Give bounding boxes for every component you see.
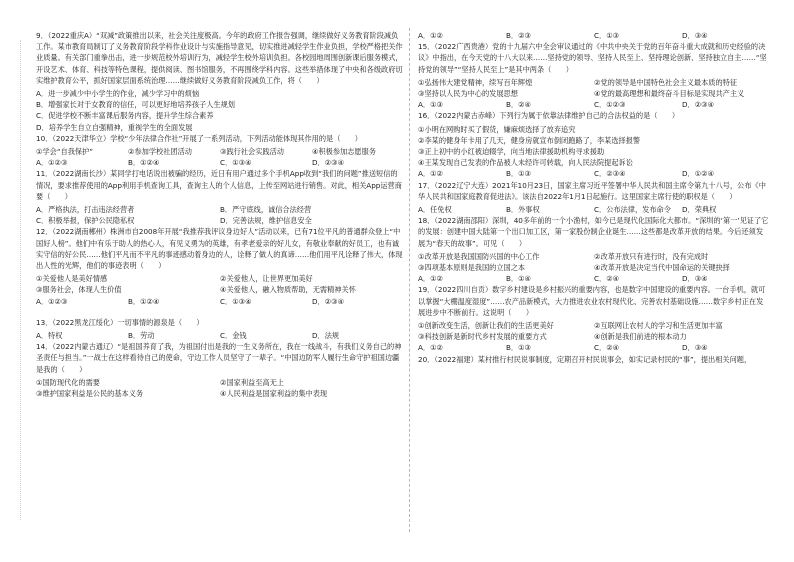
left-column: [36, 30, 404, 399]
q19-option-c: C．②④: [594, 343, 620, 353]
q13-option-d: D．法规: [312, 331, 340, 341]
q12-item-2: ②关爱他人，让世界更加美好: [220, 274, 313, 284]
q13-options: [36, 330, 404, 341]
q19-option-b: B．①③: [506, 343, 532, 353]
q17-option-c: C．公布法律，发布命令: [594, 205, 671, 215]
q14-item-3: ③维护国家利益是公民的基本义务: [36, 389, 144, 399]
question-9: 9．（2022重庆A）“双减”政策推出以来，社会关注度极高。今年的政府工作报告强调，继续做好义务教育阶段减负工作。某市教育局制订了义务教育阶段学科作业设计与实施指导意见，切实推进减轻学生作业负担，学校严格把关作业质量。有关部门重拳出击，进一步规范校外培训行为，减轻学生校外培训负担。各校园地周围创新课后服务模式，开设艺术、体育、科技等特色课程，提供阅读、图书馆服务，不再围绕学科内容。这些举措体现了中央和各级政府切实维护教育公平，抓好国家层面系统治理……继续做好义务教育阶段减负工作，将（ ）: [36, 31, 403, 85]
column-divider: [409, 28, 410, 532]
q11-option-d: D．完善法规，维护信息安全: [220, 216, 312, 226]
q11-options-row1: [36, 204, 404, 215]
q14-item-2: ②国家利益至高无上: [220, 377, 284, 387]
q12-option-b: B．①②④: [128, 296, 160, 306]
q11-option-b: B．严守底线，诚信合法经营: [220, 205, 312, 215]
question-18: 18．（2022湖南邵阳）深圳，40多年前的一个小渔村，如今已是现代化国际化大都市。“深圳的‘第一’见证了它的发展：创建中国大陆第一个出口加工区，第一家股份制企业诞生……这些都是改革开放的结果。今后还须发展为“春天的故事”。可见（ ）: [418, 216, 769, 248]
q14-option-d: D．③④: [682, 31, 708, 40]
q12-option-c: C．①③④: [220, 296, 252, 306]
q12-items-row2: [36, 284, 404, 295]
q17-options: [418, 204, 770, 215]
q9-option-c: C．促进学校不断丰富课后服务内容，提升学生综合素养: [36, 111, 214, 121]
q11-options-row2: [36, 215, 404, 226]
q14-option-c: C．①③: [594, 31, 620, 40]
q18-item-1: ①改革开放是我国国防兴国的中心工作: [418, 251, 540, 261]
q16-option-b: B．①③: [506, 169, 532, 179]
q10-option-c: C．①③④: [220, 158, 252, 168]
q19-option-a: A．①②: [418, 343, 443, 353]
q15-item-2: ②党的领导是中国特色社会主义最本质的特征: [594, 77, 738, 87]
q13-option-a: A．特权: [36, 331, 63, 341]
q15-options: [418, 99, 770, 110]
question-15: 15．（2022广西贵港）党的十九届六中全会审议通过的《中共中央关于党的百年奋斗重大成就和历史经验的决议》中指出，在今天党的十八大以来……坚持党的领导、坚持人民至上、坚持理论创新、坚持独立自主……“坚持党的领导”“坚持人民至上”是其中两条（ ）: [418, 42, 767, 74]
q10-option-d: D．②③④: [312, 158, 345, 168]
q19-options: [418, 342, 770, 353]
q13-option-b: B．劳动: [128, 331, 155, 341]
question-13: 13．（2022黑龙江绥化）一切事情的源泉是（ ）: [36, 317, 204, 327]
q11-option-c: C．积极举报，保护公民隐私权: [36, 216, 135, 226]
q14-option-a: A．①②: [418, 31, 443, 40]
q15-option-b: B．②④: [506, 100, 532, 110]
q15-option-c: C．①②③: [594, 100, 626, 110]
q15-items-row1: [418, 77, 770, 88]
right-column: [418, 30, 770, 367]
q15-item-3: ③坚持以人民为中心的发展思想: [418, 89, 518, 99]
q18-item-2: ②改革开放只有进行时，没有完成时: [594, 251, 709, 261]
q18-option-a: A．①②: [418, 274, 443, 284]
q19-items-row1: [418, 320, 770, 331]
q12-item-1: ①关爱他人是美好情感: [36, 274, 108, 284]
question-14: 14．（2022内蒙古通辽）“是祖国养育了我，为祖国付出是我的一生义务所在，我在一线战斗，有我们义务自己的神圣责任与担当。”一战士在这样看待自己的使命，守边工作人员坚守了一辈子。“中国边防军人履行生命守护祖国边疆是我的（ ）: [36, 342, 402, 374]
q17-option-b: B．外事权: [506, 205, 540, 215]
q15-option-d: D．②③④: [682, 100, 715, 110]
question-19: 19．（2022四川自贡）数字乡村建设是乡村振兴的重要内容，也是数字中国建设的重要内容。一台手机，就可以掌握“大棚温度湿度”……农产品新模式，大力推进农业农村现代化、完善农村基础设施……数字乡村正在发展进步中不断前行。这说明（ ）: [418, 285, 766, 317]
q14-item-4: ④人民利益是国家利益的集中表现: [220, 389, 328, 399]
q18-item-4: ④改革开放是决定当代中国命运的关键抉择: [594, 263, 730, 273]
q18-item-3: ③四项基本原则是我国的立国之本: [418, 263, 526, 273]
q19-option-d: D．③④: [682, 343, 708, 353]
q16-item-2: ②李某的健身年卡用了几天，健身房就宣布倒闭跑路了，李某选择报警: [418, 135, 641, 145]
q13-option-c: C．金钱: [220, 331, 247, 341]
q15-item-1: ①弘扬伟大建党精神，续写百年辉煌: [418, 77, 533, 87]
q12-options: [36, 296, 404, 307]
question-16: 16．（2022内蒙古赤峰）下列行为属于依靠法律维护自己的合法权益的是（ ）: [418, 111, 680, 121]
q10-items: [36, 146, 404, 157]
question-20: 20．（2022福建）某村推行村民说事制度，定期召开村民说事会，如实记录村民的“事”，提出相关问题，: [418, 354, 752, 364]
q18-items-row2: [418, 262, 770, 273]
q15-items-row2: [418, 88, 770, 99]
q15-item-4: ④党的最高理想和最终奋斗目标是实现共产主义: [594, 89, 745, 99]
q14-items-row2: [36, 388, 404, 399]
q18-option-b: B．①④: [506, 274, 532, 284]
q10-item-2: ②参加学校社团活动: [128, 147, 192, 157]
question-17: 17．（2022辽宁大连）2021年10月23日，国家主席习近平签署中华人民共和国主席令第九十八号，公布《中华人民共和国家庭教育促进法》。该法自2022年1月1日起施行。这里国家主席行使的职权是（ ）: [418, 180, 766, 201]
q12-item-3: ③服务社会，体现人生价值: [36, 285, 122, 295]
q17-option-d: D．荣典权: [682, 205, 717, 215]
question-11: 11．（2022湖南长沙）某同学打电话说出被骗的经历，近日有用户通过多个手机App收到“我们的问题”推送短信的情况，要求推荐使用的App利用手机查询工具，查询主人的个人信息，上传至网站进行销售。对此，相关App运营商要（ ）: [36, 169, 402, 201]
q10-options: [36, 157, 404, 168]
q18-option-c: C．②④: [594, 274, 620, 284]
q16-item-1: ①小明在网购时买了假货，嫌麻烦选择了放弃追究: [418, 124, 576, 134]
q12-item-4: ④关爱他人，融入物质帮助，无需精神关怀: [220, 285, 356, 295]
q12-option-d: D．②③④: [312, 296, 345, 306]
q12-items-row1: [36, 273, 404, 284]
q18-options: [418, 273, 770, 284]
q11-option-a: A．严格执法，打击违法经营者: [36, 205, 135, 215]
q19-items-row2: [418, 331, 770, 342]
q16-item-4: ④王某发现自己发表的作品被人未经许可转载，向人民法院提起诉讼: [418, 158, 633, 168]
q16-options: [418, 168, 770, 179]
q14-option-b: B．②③: [506, 31, 532, 40]
q18-items-row1: [418, 251, 770, 262]
q14-item-1: ①国防现代化的需要: [36, 377, 100, 387]
q10-item-1: ①学会“自我保护”: [36, 147, 94, 157]
q16-item-3: ③正上初中的小红被迫辍学，向当地法律援助机构寻求援助: [418, 147, 605, 157]
q14-options: [418, 30, 770, 41]
q10-item-3: ③践行社会实践活动: [220, 147, 284, 157]
q16-option-a: A．①②: [418, 169, 443, 179]
q10-option-b: B．①②④: [128, 158, 160, 168]
q19-item-3: ③科技创新是新时代乡村发展的重要方式: [418, 332, 547, 342]
q16-option-c: C．②③④: [594, 169, 626, 179]
q18-option-d: D．③④: [682, 274, 708, 284]
q16-option-d: D．①②④: [682, 169, 715, 179]
q19-item-2: ②互联网让农村人的学习和生活更加丰富: [594, 321, 723, 331]
q12-option-a: A．①②③: [36, 296, 68, 306]
q17-option-a: A．任免权: [418, 205, 452, 215]
q10-item-4: ④积极参加志愿服务: [312, 147, 376, 157]
q9-option-a: A．进一步减少中小学生的作业，减少学习中的烦恼: [36, 89, 200, 99]
q15-option-a: A．①③: [418, 100, 443, 110]
q9-option-d: D．培养学生自立自强精神，重视学生的全面发展: [36, 122, 193, 132]
spacer: [36, 307, 404, 317]
q19-item-1: ①创新改变生活，创新让我们的生活更美好: [418, 321, 554, 331]
question-12: 12．（2022湖南郴州）株洲市自2008年开展“我推荐我评议身边好人”活动以来，已有71位平凡的普通群众登上“中国好人榜”。他们中有乐于助人的热心人，有见义勇为的英雄，有孝老爱亲的好儿女，有敬业奉献的好员工，也有诚实守信的好公民……他们平凡而不平凡的事迹感动着身边的人，诠释了做人的真谛……他们用平凡诠释了伟大，体现出人性的光辉，他们的事迹表明（ ）: [36, 227, 403, 271]
q10-option-a: A．①②③: [36, 158, 68, 168]
binding-gutter: [8, 40, 21, 520]
q19-item-4: ④创新是我们前进的根本动力: [594, 332, 687, 342]
question-10: 10．（2022天津华立）学校“少年法律合作社”开展了一系列活动，下列活动能体现其作用的是（ ）: [36, 133, 362, 143]
q14-items-row1: [36, 377, 404, 388]
q9-option-b: B．增强家长对于女教育的信任，可以更好地培养孩子人生规划: [36, 100, 235, 110]
